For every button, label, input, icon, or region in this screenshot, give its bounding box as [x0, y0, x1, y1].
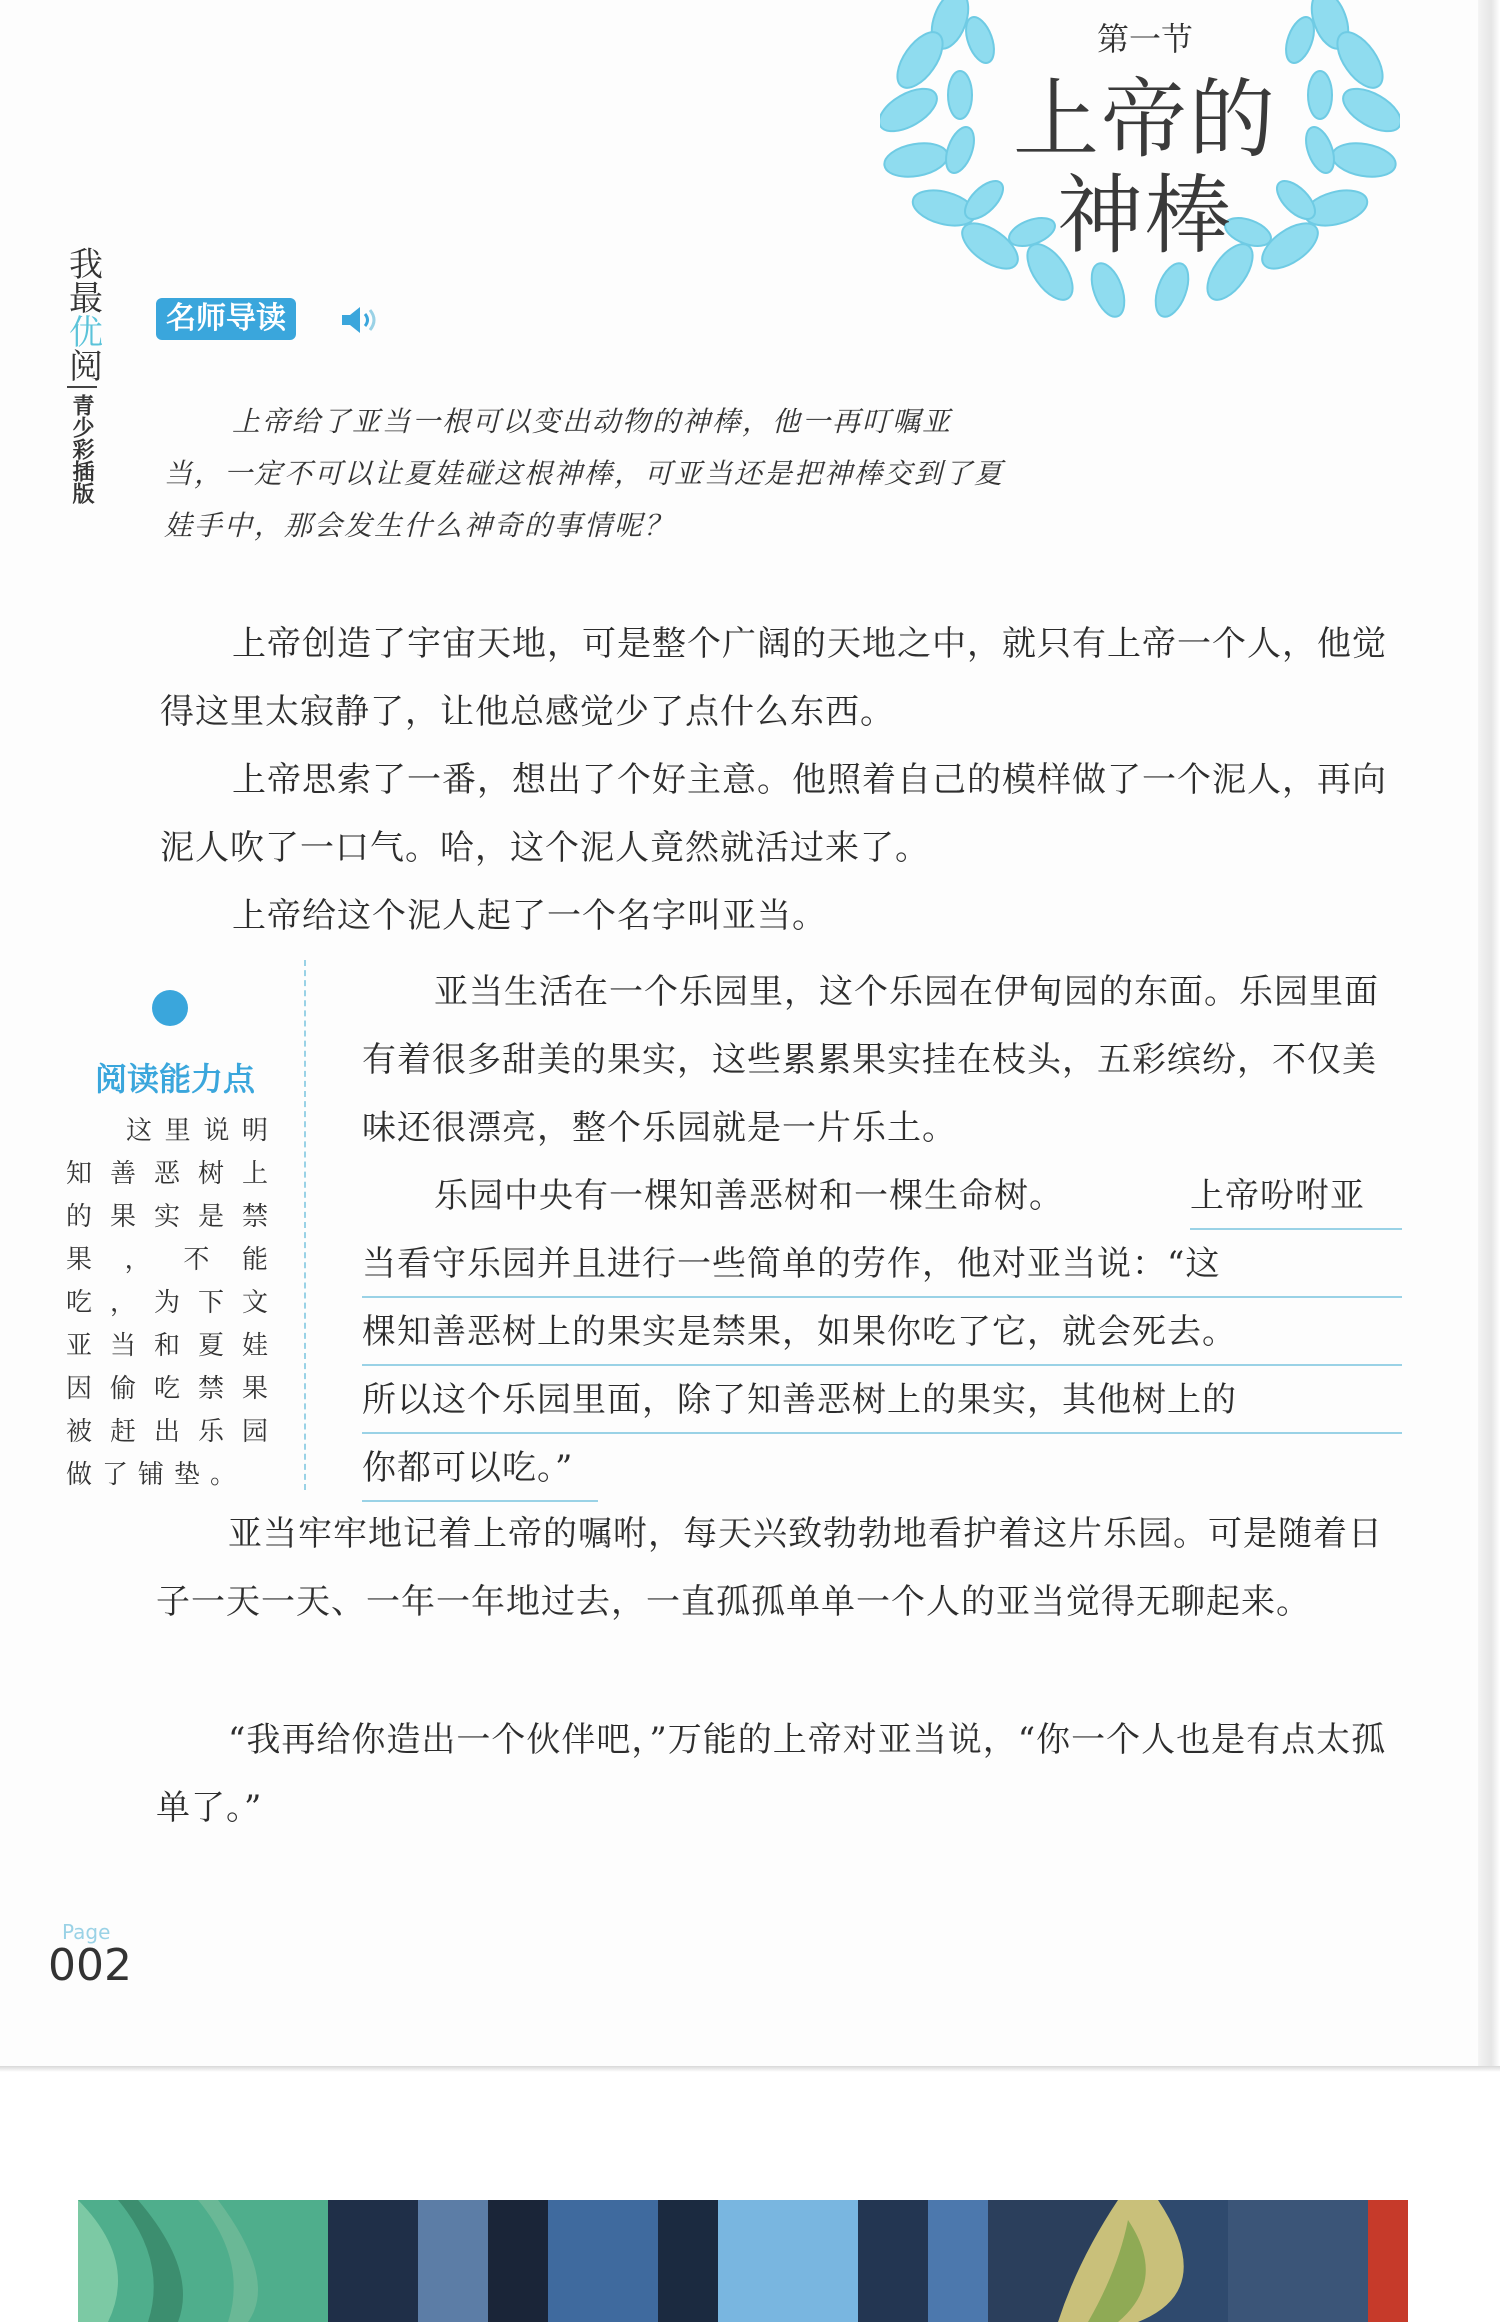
underlined-passage: [362, 1162, 1402, 1502]
sidebar-text: 这里说明知善恶树上的果实是禁果，不能吃，为下文亚当和夏娃因偷吃禁果被赶出乐园做了铺垫。: [66, 1116, 278, 1490]
chapter-title: [990, 72, 1300, 264]
series-label: [58, 246, 106, 504]
page-label: Page: [62, 1920, 111, 1944]
speaker-icon: [340, 304, 380, 336]
series-divider: [67, 386, 97, 388]
series-title-char: 最: [62, 280, 103, 314]
body-paragraph: 亚当生活在一个乐园里，这个乐园在伊甸园的东面。乐园里面有着很多甜美的果实，这些累累果实挂在枝头，五彩缤纷，不仅美味还很漂亮，整个乐园就是一片乐土。: [362, 972, 1379, 1148]
underlined-line: 当看守乐园并且进行一些简单的劳作，他对亚当说：“这: [362, 1230, 1402, 1298]
sidebar-title: 阅读能力点: [94, 1060, 255, 1098]
body-paragraph: “我再给你造出一个伙伴吧，”万能的上帝对亚当说，“你一个人也是有点太孤单了。”: [156, 1720, 1387, 1828]
chapter-title-line2: 神棒: [1057, 166, 1233, 266]
section-label: 第一节: [1096, 20, 1193, 58]
sidebar-divider: [304, 960, 306, 1490]
body-paragraph: 上帝创造了宇宙天地，可是整个广阔的天地之中，就只有上帝一个人，他觉得这里太寂静了，让他总感觉少了点什么东西。: [160, 624, 1387, 732]
series-title: [64, 246, 101, 382]
chapter-title-line1: 上帝的: [1013, 70, 1277, 170]
intro-text: 上帝给了亚当一根可以变出动物的神棒，他一再叮嘱亚当，一定不可以让夏娃碰这根神棒，可亚当还是把神棒交到了夏娃手中，那会发生什么神奇的事情呢？: [164, 405, 1005, 542]
underlined-line: 你都可以吃。”: [362, 1434, 598, 1502]
body-paragraph: 上帝思索了一番，想出了个好主意。他照着自己的模样做了一个泥人，再向泥人吹了一口气。哈，这个泥人竟然就活过来了。: [160, 760, 1387, 868]
series-title-char: 优: [62, 314, 103, 348]
underlined-line: 所以这个乐园里面，除了知善恶树上的果实，其他树上的: [362, 1366, 1402, 1434]
series-edition: 青少彩插版: [69, 394, 95, 504]
series-title-char: 我: [62, 246, 103, 280]
body-paragraph: 亚当牢牢地记着上帝的嘱咐，每天兴致勃勃地看护着这片乐园。可是随着日子一天一天、一年一年地过去，一直孤孤单单一个人的亚当觉得无聊起来。: [156, 1514, 1383, 1622]
intro-tag: 名师导读: [156, 298, 296, 340]
underlined-line: 上帝吩咐亚: [1190, 1162, 1402, 1230]
page-shadow: [0, 2066, 1500, 2072]
body-paragraph: 上帝给这个泥人起了一个名字叫亚当。: [232, 896, 827, 936]
page-edge: [1478, 0, 1500, 2066]
underlined-line: 棵知善恶树上的果实是禁果，如果你吃了它，就会死去。: [362, 1298, 1402, 1366]
illustration-strip: [78, 2200, 1408, 2322]
page-number: 002: [48, 1940, 132, 1991]
sidebar-bullet: [152, 990, 188, 1026]
body-paragraph-start: 乐园中央有一棵知善恶树和一棵生命树。: [434, 1176, 1064, 1216]
series-title-char: 阅: [62, 348, 103, 382]
